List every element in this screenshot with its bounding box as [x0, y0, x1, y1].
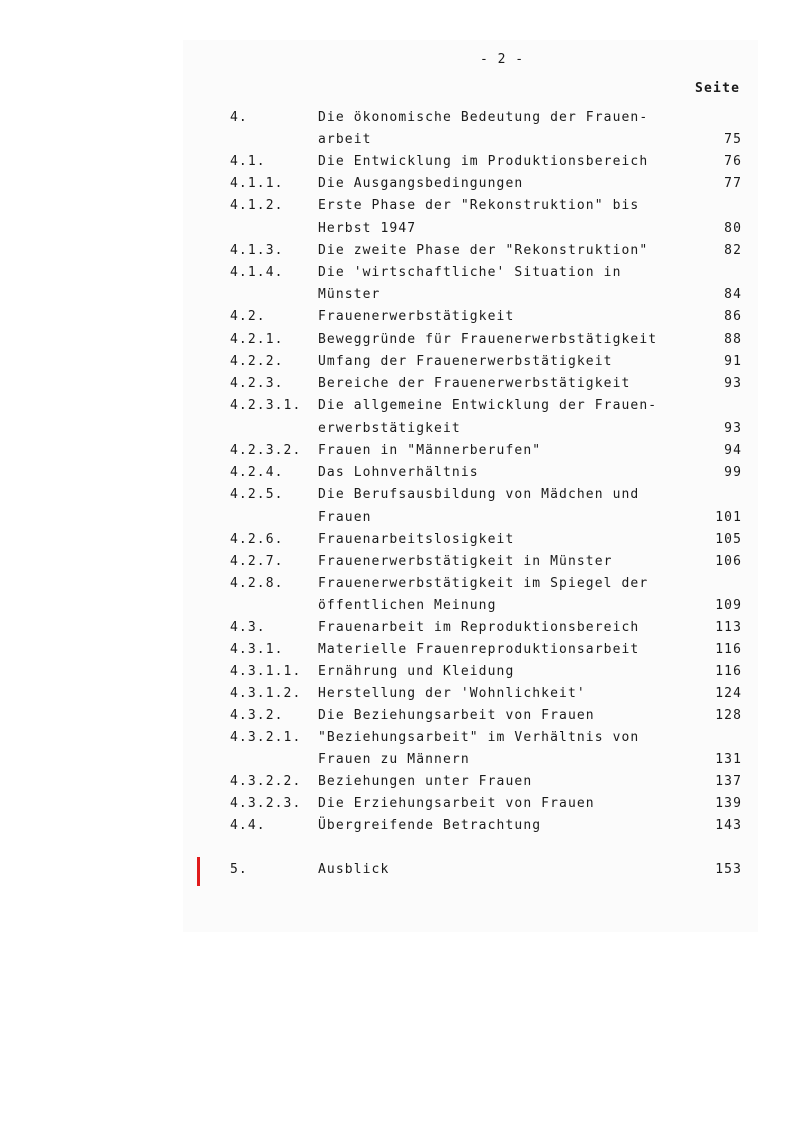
toc-entry-page: 109: [715, 598, 742, 613]
toc-entry: [0, 487, 800, 509]
toc-entry: [0, 443, 800, 465]
toc-entry-number: 5.: [230, 862, 248, 877]
toc-entry-page: 101: [715, 510, 742, 525]
toc-entry-title: Umfang der Frauenerwerbstätigkeit: [318, 354, 613, 369]
toc-entry-title: öffentlichen Meinung: [318, 598, 497, 613]
toc-entry: [0, 752, 800, 774]
toc-entry: [0, 510, 800, 532]
toc-entry: [0, 532, 800, 554]
toc-entry: [0, 818, 800, 840]
toc-entry: [0, 730, 800, 752]
toc-entry-page: 99: [724, 465, 742, 480]
page-column-header: Seite: [695, 81, 741, 96]
toc-entry: [0, 354, 800, 376]
toc-entry-number: 4.3.2.3.: [230, 796, 302, 811]
toc-entry-title: Die Entwicklung im Produktionsbereich: [318, 154, 649, 169]
toc-entry-title: Herstellung der 'Wohnlichkeit': [318, 686, 586, 701]
toc-entry-page: 88: [724, 332, 742, 347]
toc-entry-page: 106: [715, 554, 742, 569]
toc-entry-number: 4.2.8.: [230, 576, 284, 591]
toc-entry-title: Ernährung und Kleidung: [318, 664, 515, 679]
toc-entry-title: Frauenarbeitslosigkeit: [318, 532, 515, 547]
toc-entry: [0, 132, 800, 154]
toc-entry-number: 4.3.2.2.: [230, 774, 302, 789]
margin-mark: [197, 857, 200, 886]
toc-entry-page: 76: [724, 154, 742, 169]
toc-entry-page: 139: [715, 796, 742, 811]
toc-entry-page: 93: [724, 421, 742, 436]
toc-entry-number: 4.3.: [230, 620, 266, 635]
toc-entry: [0, 708, 800, 730]
toc-entry-number: 4.2.4.: [230, 465, 284, 480]
toc-entry-page: 143: [715, 818, 742, 833]
toc-entry: [0, 176, 800, 198]
toc-entry: [0, 309, 800, 331]
toc-entry: [0, 154, 800, 176]
toc-entry-title: Die Erziehungsarbeit von Frauen: [318, 796, 595, 811]
toc-entry-number: 4.1.2.: [230, 198, 284, 213]
toc-entry-page: 131: [715, 752, 742, 767]
toc-entry-number: 4.3.1.1.: [230, 664, 302, 679]
toc-entry-title: Ausblick: [318, 862, 390, 877]
toc-entry-title: arbeit: [318, 132, 372, 147]
toc-entry: [0, 421, 800, 443]
toc-entry: [0, 243, 800, 265]
toc-entry-title: Beweggründe für Frauenerwerbstätigkeit: [318, 332, 658, 347]
toc-entry-page: 82: [724, 243, 742, 258]
toc-entry-number: 4.: [230, 110, 248, 125]
toc-entry-title: Frauen in "Männerberufen": [318, 443, 542, 458]
toc-entry-title: Münster: [318, 287, 381, 302]
toc-entry-number: 4.2.1.: [230, 332, 284, 347]
toc-entry: [0, 221, 800, 243]
toc-entry: [0, 620, 800, 642]
toc-entry-page: 124: [715, 686, 742, 701]
toc-entry: [0, 287, 800, 309]
toc-entry-title: Bereiche der Frauenerwerbstätigkeit: [318, 376, 631, 391]
toc-entry: [0, 862, 800, 884]
toc-entry-number: 4.3.1.2.: [230, 686, 302, 701]
toc-entry-page: 116: [715, 664, 742, 679]
toc-entry-title: Materielle Frauenreproduktionsarbeit: [318, 642, 640, 657]
toc-entry: [0, 554, 800, 576]
toc-entry-page: 93: [724, 376, 742, 391]
toc-entry-page: 137: [715, 774, 742, 789]
toc-entry: [0, 598, 800, 620]
toc-entry-title: Erste Phase der "Rekonstruktion" bis: [318, 198, 640, 213]
toc-entry-title: Herbst 1947: [318, 221, 417, 236]
toc-entry-title: Die ökonomische Bedeutung der Frauen-: [318, 110, 649, 125]
toc-entry-number: 4.1.: [230, 154, 266, 169]
toc-entry-page: 86: [724, 309, 742, 324]
toc-entry: [0, 686, 800, 708]
toc-entry: [0, 376, 800, 398]
toc-entry: [0, 664, 800, 686]
toc-entry-page: 128: [715, 708, 742, 723]
toc-entry-page: 94: [724, 443, 742, 458]
toc-entry-title: Übergreifende Betrachtung: [318, 818, 542, 833]
toc-entry: [0, 576, 800, 598]
toc-entry-title: Die allgemeine Entwicklung der Frauen-: [318, 398, 658, 413]
toc-entry-number: 4.2.3.: [230, 376, 284, 391]
toc-entry: [0, 110, 800, 132]
toc-entry-number: 4.3.1.: [230, 642, 284, 657]
toc-entry-number: 4.1.4.: [230, 265, 284, 280]
toc-entry-title: "Beziehungsarbeit" im Verhältnis von: [318, 730, 640, 745]
toc-entry-number: 4.2.6.: [230, 532, 284, 547]
toc-entry-title: Die Berufsausbildung von Mädchen und: [318, 487, 640, 502]
toc-entry-number: 4.2.5.: [230, 487, 284, 502]
toc-entry-page: 91: [724, 354, 742, 369]
toc-entry-title: Frauenarbeit im Reproduktionsbereich: [318, 620, 640, 635]
toc-entry-title: Frauen zu Männern: [318, 752, 470, 767]
toc-entry-title: Frauenerwerbstätigkeit im Spiegel der: [318, 576, 649, 591]
toc-entry-number: 4.3.2.1.: [230, 730, 302, 745]
toc-entry-page: 105: [715, 532, 742, 547]
toc-entry-number: 4.1.1.: [230, 176, 284, 191]
toc-entry: [0, 332, 800, 354]
toc-entry: [0, 465, 800, 487]
toc-entry-page: 75: [724, 132, 742, 147]
toc-entry-title: Frauen: [318, 510, 372, 525]
toc-entry: [0, 198, 800, 220]
toc-entry-title: Frauenerwerbstätigkeit in Münster: [318, 554, 613, 569]
toc-entry-title: Die zweite Phase der "Rekonstruktion": [318, 243, 649, 258]
toc-entry-number: 4.4.: [230, 818, 266, 833]
toc-entry-number: 4.2.2.: [230, 354, 284, 369]
toc-entry-page: 153: [715, 862, 742, 877]
toc-entry-number: 4.2.3.2.: [230, 443, 302, 458]
toc-entry-number: 4.2.: [230, 309, 266, 324]
toc-entry-page: 84: [724, 287, 742, 302]
toc-entry-title: Die Beziehungsarbeit von Frauen: [318, 708, 595, 723]
toc-entry-number: 4.2.7.: [230, 554, 284, 569]
toc-entry-title: Die 'wirtschaftliche' Situation in: [318, 265, 622, 280]
toc-entry-page: 116: [715, 642, 742, 657]
toc-entry-number: 4.2.3.1.: [230, 398, 302, 413]
toc-entry: [0, 796, 800, 818]
toc-entry-number: 4.3.2.: [230, 708, 284, 723]
toc-entry-page: 80: [724, 221, 742, 236]
toc-entry-title: Beziehungen unter Frauen: [318, 774, 533, 789]
toc-entry-title: Das Lohnverhältnis: [318, 465, 479, 480]
toc-entry-page: 113: [715, 620, 742, 635]
toc-entry-title: Die Ausgangsbedingungen: [318, 176, 524, 191]
toc-entry-title: Frauenerwerbstätigkeit: [318, 309, 515, 324]
toc-entry-number: 4.1.3.: [230, 243, 284, 258]
toc-entry-page: 77: [724, 176, 742, 191]
toc-entry: [0, 265, 800, 287]
toc-entry: [0, 642, 800, 664]
toc-entry: [0, 774, 800, 796]
toc-entry: [0, 398, 800, 420]
toc-entry-title: erwerbstätigkeit: [318, 421, 461, 436]
